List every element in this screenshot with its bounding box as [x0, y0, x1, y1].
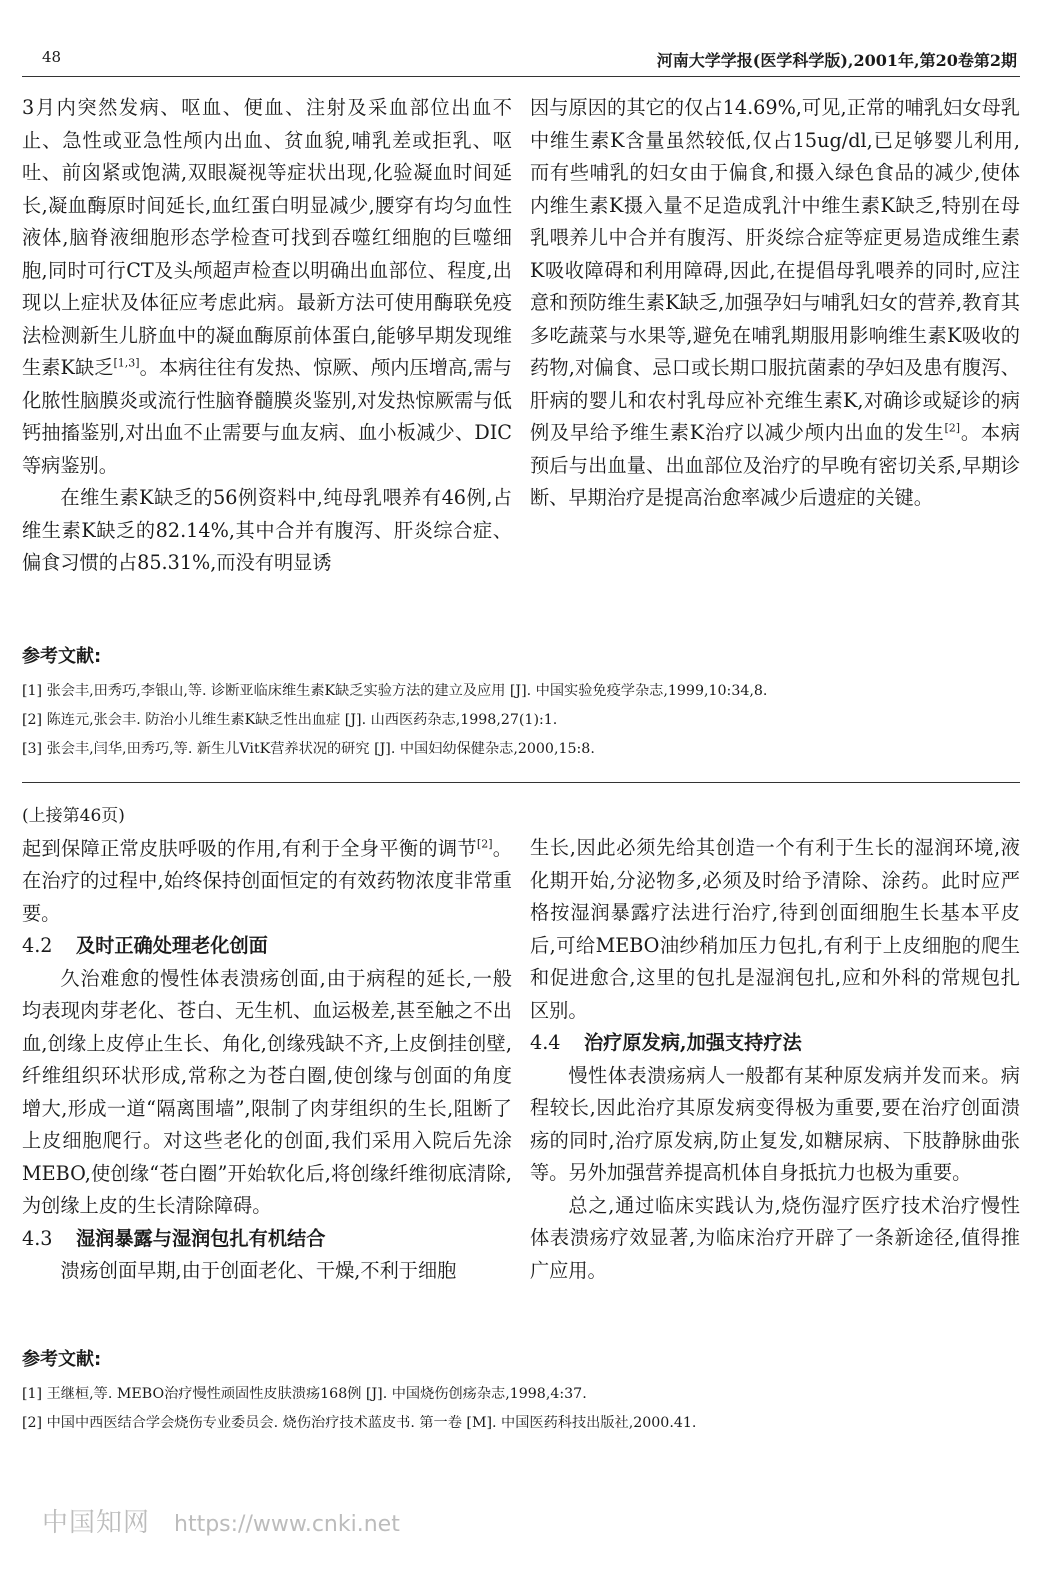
- citation: [2]: [944, 421, 961, 435]
- paragraph: 因与原因的其它的仅占14.69%,可见,正常的哺乳妇女母乳中维生素K含量虽然较低,仅占15ug/dl,已足够婴儿利用,而有些哺乳的妇女由于偏食,和摄入绿色食品的减少,使体内维生素K摄入量不足造成乳汁中维生素K缺乏,特别在母乳喂养儿中合并有腹泻、肝炎综合症等症更易造成维生素K吸收障碍和利用障碍,因此,在提倡母乳喂养的同时,应注意和预防维生素K缺乏,加强孕妇与哺乳妇女的营养,教育其多吃蔬菜与水果等,避免在哺乳期服用影响维生素K吸收的药物,对偏食、忌口或长期口服抗菌素的孕妇及患有腹泻、肝病的婴儿和农村乳母应补充维生素K,对确诊或疑诊的病例及早给予维生素K治疗以减少颅内出血的发生[2]。本病预后与出血量、出血部位及治疗的早晚有密切关系,早期诊断、早期治疗是提高治愈率减少后遗症的关键。: [530, 96, 1020, 509]
- journal-header: 河南大学学报(医学科学版),2001年,第20卷第2期: [656, 51, 1017, 70]
- reference-item: [2] 中国中西医结合学会烧伤专业委员会. 烧伤治疗技术蓝皮书. 第一卷 [M]. 中国医药科技出版社,2000.41.: [22, 1415, 697, 1431]
- cnki-watermark: [42, 1502, 400, 1539]
- bottom-left-column: [22, 800, 512, 1288]
- paragraph: 慢性体表溃疡病人一般都有某种原发病并发而来。病程较长,因此治疗其原发病变得极为重要,要在治疗创面溃疡的同时,治疗原发病,防止复发,如糖尿病、下肢静脉曲张等。另外加强营养提高机体自身抵抗力也极为重要。: [530, 1063, 1020, 1184]
- page-number: 48: [42, 48, 62, 66]
- paragraph: 3月内突然发病、呕血、便血、注射及采血部位出血不止、急性或亚急性颅内出血、贫血貌,哺乳差或拒乳、呕吐、前囟紧或饱满,双眼凝视等症状出现,化验凝血时间延长,凝血酶原时间延长,血红蛋白明显减少,腰穿有均匀血性液体,脑脊液细胞形态学检查可找到吞噬红细胞的巨噬细胞,同时可行CT及头颅超声检查以明确出血部位、程度,出现以上症状及体征应考虑此病。最新方法可使用酶联免疫法检测新生儿脐血中的凝血酶原前体蛋白,能够早期发现维生素K缺乏[1,3]。本病往往有发热、惊厥、颅内压增高,需与化脓性脑膜炎或流行性脑脊髓膜炎鉴别,对发热惊厥需与低钙抽搐鉴别,对出血不止需要与血友病、血小板减少、DIC等病鉴别。: [22, 96, 512, 477]
- bottom-right-column: [530, 832, 1020, 1287]
- reference-item: [3] 张会丰,闫华,田秀巧,等. 新生儿VitK营养状况的研究 [J]. 中国妇幼保健杂志,2000,15:8.: [22, 741, 595, 757]
- watermark-logo: 中国知网: [42, 1508, 151, 1538]
- continued-from-note: (上接第46页): [22, 806, 125, 826]
- reference-item: [1] 张会丰,田秀巧,李银山,等. 诊断亚临床维生素K缺乏实验方法的建立及应用 [J]. 中国实验免疫学杂志,1999,10:34,8.: [22, 683, 768, 699]
- paragraph: 总之,通过临床实践认为,烧伤湿疗医疗技术治疗慢性体表溃疡疗效显著,为临床治疗开辟了一条新途径,值得推广应用。: [530, 1193, 1020, 1282]
- reference-item: [1] 王继桓,等. MEBO治疗慢性顽固性皮肤溃疡168例 [J]. 中国烧伤创疡杂志,1998,4:37.: [22, 1386, 587, 1402]
- references-heading: 参考文献:: [22, 646, 102, 667]
- reference-list: [22, 677, 767, 764]
- citation: [1,3]: [113, 356, 140, 370]
- section-heading: 4.2 及时正确处理老化创面: [22, 934, 268, 957]
- paragraph: 生长,因此必须先给其创造一个有利于生长的湿润环境,液化期开始,分泌物多,必须及时给予清除、涂药。此时应严格按湿润暴露疗法进行治疗,待到创面细胞生长基本平皮后,可给MEBO油纱稍加压力包扎,有利于上皮细胞的爬生和促进愈合,这里的包扎是湿润包扎,应和外科的常规包扎区别。: [530, 836, 1020, 1022]
- paragraph: 在维生素K缺乏的56例资料中,纯母乳喂养有46例,占维生素K缺乏的82.14%,其中合并有腹泻、肝炎综合症、偏食习惯的占85.31%,而没有明显诱: [22, 486, 512, 574]
- paragraph: 久治难愈的慢性体表溃疡创面,由于病程的延长,一般均表现肉芽老化、苍白、无生机、血运极差,甚至触之不出血,创缘上皮停止生长、角化,创缘残缺不齐,上皮倒挂创壁,纤维组织环状形成,常称之为苍白圈,使创缘与创面的角度增大,形成一道“隔离围墙”,限制了肉芽组织的生长,阻断了上皮细胞爬行。对这些老化的创面,我们采用入院后先涂MEBO,使创缘“苍白圈”开始软化后,将创缘纤维彻底清除,为创缘上皮的生长清除障碍。: [22, 966, 512, 1217]
- section-heading: 4.4 治疗原发病,加强支持疗法: [530, 1031, 802, 1054]
- section-heading: 4.3 湿润暴露与湿润包扎有机结合: [22, 1226, 326, 1250]
- top-right-column: [530, 92, 1020, 515]
- header-rule: [22, 76, 1020, 77]
- paragraph: 起到保障正常皮肤呼吸的作用,有利于全身平衡的调节[2]。在治疗的过程中,始终保持创面恒定的有效药物浓度非常重要。: [22, 836, 512, 925]
- section-divider: [22, 782, 1020, 783]
- reference-list: [22, 1380, 696, 1438]
- paragraph: 溃疡创面早期,由于创面老化、干燥,不利于细胞: [60, 1259, 457, 1282]
- reference-item: [2] 陈连元,张会丰. 防治小儿维生素K缺乏性出血症 [J]. 山西医药杂志,1998,27(1):1.: [22, 712, 558, 728]
- references-heading: 参考文献:: [22, 1349, 102, 1370]
- watermark-url: https://www.cnki.net: [174, 1512, 400, 1537]
- citation: [2]: [476, 837, 493, 851]
- top-left-column: [22, 92, 512, 580]
